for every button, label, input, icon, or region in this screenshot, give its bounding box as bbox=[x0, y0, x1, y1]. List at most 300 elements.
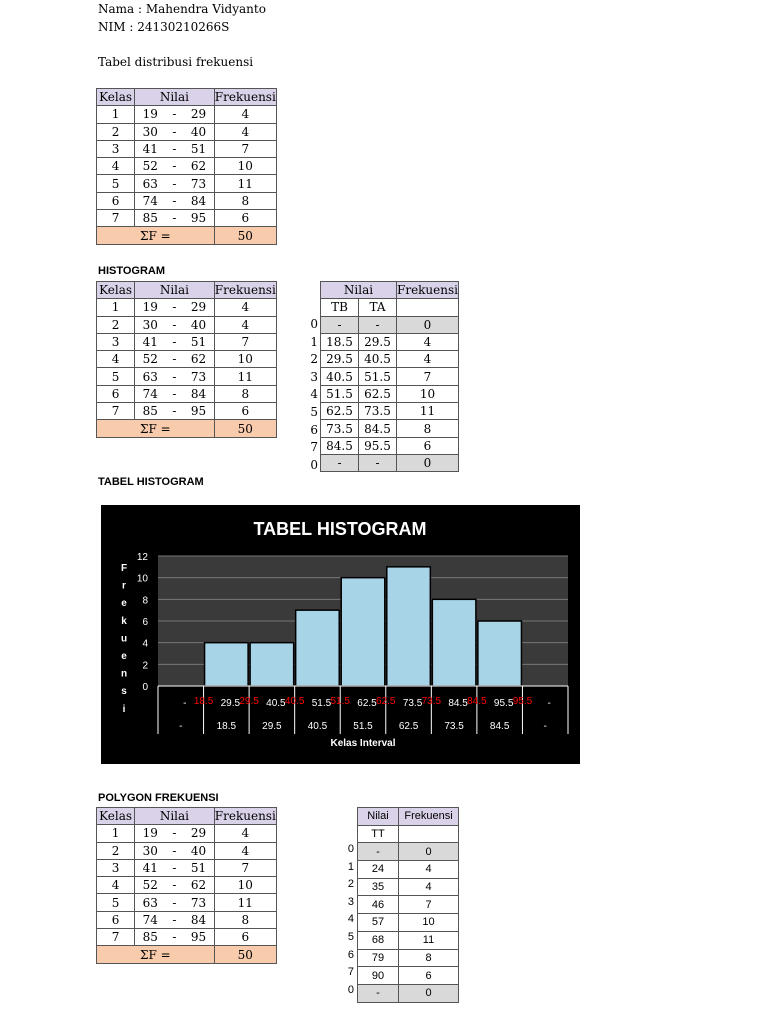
frekuensi-cell: 7 bbox=[399, 896, 459, 914]
frequency-table-polygon bbox=[96, 807, 277, 964]
x-boundary-label: 51.5 bbox=[330, 696, 350, 707]
nilai-high-cell: 29 bbox=[183, 825, 214, 842]
y-tick-label: 2 bbox=[142, 660, 148, 672]
frekuensi-cell: 10 bbox=[214, 877, 276, 894]
nilai-high-cell: 84 bbox=[183, 385, 214, 402]
nilai-low-cell: 63 bbox=[135, 894, 166, 911]
frekuensi-cell: 4 bbox=[214, 299, 276, 316]
y-tick-label: 10 bbox=[136, 573, 148, 585]
frekuensi-cell: 4 bbox=[397, 333, 459, 350]
nilai-high-cell: 73 bbox=[183, 368, 214, 385]
col-kelas-header: Kelas bbox=[97, 808, 135, 825]
x-tick-label-ta: 62.5 bbox=[357, 698, 377, 709]
nilai-high-cell: 84 bbox=[183, 192, 214, 209]
table-row bbox=[358, 984, 459, 1002]
frekuensi-cell: 10 bbox=[214, 158, 276, 175]
histogram-bar bbox=[205, 643, 249, 686]
nilai-low-cell: 85 bbox=[135, 403, 166, 420]
student-name: Nama : Mahendra Vidyanto bbox=[98, 2, 266, 16]
tb-cell: 18.5 bbox=[321, 333, 359, 350]
student-nim: NIM : 24130210266S bbox=[98, 20, 230, 34]
frekuensi-cell: 4 bbox=[214, 106, 276, 123]
x-tick-label-tb: 62.5 bbox=[398, 721, 419, 732]
nilai-low-cell: 30 bbox=[135, 842, 166, 859]
x-boundary-label: 29.5 bbox=[239, 696, 259, 707]
table-row bbox=[97, 894, 277, 911]
histogram-bar bbox=[296, 610, 340, 686]
polygon-midpoint-table bbox=[357, 807, 459, 1003]
nilai-high-cell: 29 bbox=[183, 106, 214, 123]
frekuensi-cell: 10 bbox=[214, 351, 276, 368]
table-header-row bbox=[97, 808, 277, 825]
x-tick-label-tb: 40.5 bbox=[307, 721, 328, 732]
nilai-dash: - bbox=[165, 403, 183, 420]
frekuensi-cell: 0 bbox=[399, 843, 459, 861]
sum-value: 50 bbox=[214, 946, 276, 963]
row-index: 4 bbox=[310, 387, 318, 402]
kelas-cell: 4 bbox=[97, 158, 135, 175]
frekuensi-cell: 7 bbox=[397, 368, 459, 385]
nilai-low-cell: 30 bbox=[135, 316, 166, 333]
nilai-high-cell: 51 bbox=[183, 333, 214, 350]
nilai-dash: - bbox=[165, 140, 183, 157]
kelas-cell: 4 bbox=[97, 351, 135, 368]
y-axis-title-letter: u bbox=[120, 633, 128, 645]
ta-cell: 62.5 bbox=[359, 385, 397, 402]
kelas-cell: 1 bbox=[97, 106, 135, 123]
kelas-cell: 4 bbox=[97, 877, 135, 894]
ta-cell: - bbox=[359, 454, 397, 471]
nilai-low-cell: 63 bbox=[135, 175, 166, 192]
kelas-cell: 2 bbox=[97, 316, 135, 333]
tt-cell: 46 bbox=[358, 896, 399, 914]
sum-value: 50 bbox=[214, 420, 276, 437]
x-boundary-label: 62.5 bbox=[376, 696, 396, 707]
x-tick-label-tb: - bbox=[179, 721, 183, 732]
kelas-cell: 3 bbox=[97, 859, 135, 876]
ta-cell: 95.5 bbox=[359, 437, 397, 454]
nilai-low-cell: 41 bbox=[135, 859, 166, 876]
col-frekuensi-header: Frekuensi bbox=[399, 808, 459, 826]
frequency-table-histogram bbox=[96, 281, 277, 438]
frekuensi-cell: 4 bbox=[397, 351, 459, 368]
row-index: 5 bbox=[310, 405, 318, 419]
col-nilai-header: Nilai bbox=[135, 282, 214, 299]
table-row bbox=[97, 158, 277, 175]
nilai-high-cell: 51 bbox=[183, 859, 214, 876]
kelas-cell: 5 bbox=[97, 175, 135, 192]
nilai-dash: - bbox=[165, 385, 183, 402]
kelas-cell: 3 bbox=[97, 333, 135, 350]
col-frekuensi-header: Frekuensi bbox=[214, 90, 276, 105]
nilai-high-cell: 40 bbox=[183, 123, 214, 140]
col-kelas-header: Kelas bbox=[97, 89, 135, 106]
table-row bbox=[358, 967, 459, 985]
table-row bbox=[97, 911, 277, 928]
nilai-low-cell: 52 bbox=[135, 877, 166, 894]
table-row bbox=[358, 914, 459, 932]
nilai-high-cell: 73 bbox=[183, 175, 214, 192]
chart-title: TABEL HISTOGRAM bbox=[253, 519, 427, 539]
frekuensi-cell: 10 bbox=[397, 385, 459, 402]
kelas-cell: 1 bbox=[97, 299, 135, 316]
nilai-low-cell: 19 bbox=[135, 299, 166, 316]
table-row bbox=[97, 825, 277, 842]
x-tick-label-ta: 29.5 bbox=[220, 698, 241, 709]
sum-label: ΣF = bbox=[97, 946, 215, 963]
table-row bbox=[321, 454, 459, 471]
y-axis-title-letter: r bbox=[122, 580, 126, 592]
frekuensi-cell: 11 bbox=[214, 368, 276, 385]
row-index: 1 bbox=[310, 334, 318, 349]
tb-cell: 51.5 bbox=[321, 385, 359, 402]
table-row bbox=[97, 929, 277, 946]
kelas-cell: 7 bbox=[97, 929, 135, 946]
ta-cell: 84.5 bbox=[359, 420, 397, 437]
frekuensi-cell: 6 bbox=[214, 403, 276, 420]
table-row bbox=[97, 192, 277, 209]
table-row bbox=[97, 403, 277, 420]
table-row bbox=[321, 437, 459, 454]
histogram-boundary-table bbox=[320, 281, 459, 472]
nilai-dash: - bbox=[165, 106, 183, 123]
nilai-low-cell: 63 bbox=[135, 368, 166, 385]
kelas-cell: 2 bbox=[97, 842, 135, 859]
table-row bbox=[97, 877, 277, 894]
nilai-high-cell: 73 bbox=[183, 894, 214, 911]
frekuensi-cell: 4 bbox=[399, 861, 459, 879]
table-row bbox=[97, 299, 277, 316]
nilai-high-cell: 95 bbox=[183, 403, 214, 420]
x-tick-label-tb: 29.5 bbox=[262, 721, 282, 732]
tt-cell: 24 bbox=[358, 861, 399, 879]
frekuensi-cell: 4 bbox=[214, 825, 276, 842]
row-index: 2 bbox=[310, 352, 318, 367]
y-axis-title-letter: k bbox=[121, 615, 127, 627]
y-axis-title-letter: s bbox=[121, 686, 127, 698]
row-index: 0 bbox=[347, 983, 354, 996]
ta-cell: 51.5 bbox=[359, 368, 397, 385]
subheader-row bbox=[321, 299, 459, 316]
tb-cell: 84.5 bbox=[321, 437, 359, 454]
x-boundary-label: 84.5 bbox=[467, 696, 487, 707]
nilai-high-cell: 51 bbox=[183, 140, 214, 157]
doc-subtitle: Tabel distribusi frekuensi bbox=[98, 55, 254, 69]
frekuensi-cell: 0 bbox=[399, 984, 459, 1002]
col-frekuensi-header: Frekuensi bbox=[214, 283, 276, 298]
frekuensi-cell: 10 bbox=[399, 914, 459, 932]
nilai-dash: - bbox=[165, 123, 183, 140]
nilai-dash: - bbox=[165, 316, 183, 333]
sum-row bbox=[97, 227, 277, 244]
col-nilai-header: Nilai bbox=[135, 808, 214, 825]
nilai-high-cell: 62 bbox=[183, 158, 214, 175]
frekuensi-cell: 11 bbox=[397, 403, 459, 420]
x-tick-label-tb: 73.5 bbox=[444, 721, 464, 732]
row-index: 3 bbox=[310, 369, 318, 384]
row-index: 0 bbox=[347, 843, 354, 855]
nilai-high-cell: 95 bbox=[183, 210, 214, 227]
frekuensi-cell: 0 bbox=[397, 454, 459, 471]
histogram-bar bbox=[478, 621, 522, 686]
table-row bbox=[321, 351, 459, 368]
kelas-cell: 6 bbox=[97, 385, 135, 402]
y-axis-title-letter: n bbox=[120, 668, 128, 680]
nilai-low-cell: 85 bbox=[135, 929, 166, 946]
nilai-dash: - bbox=[165, 210, 183, 227]
x-tick-label-ta: 84.5 bbox=[448, 698, 468, 709]
table-header-row bbox=[321, 282, 459, 299]
x-tick-label-ta: 73.5 bbox=[402, 698, 423, 709]
row-index: 0 bbox=[310, 457, 318, 472]
kelas-cell: 7 bbox=[97, 403, 135, 420]
nilai-dash: - bbox=[165, 911, 183, 928]
tt-cell: - bbox=[358, 984, 399, 1002]
table-row bbox=[321, 420, 459, 437]
ta-cell: 73.5 bbox=[359, 403, 397, 420]
nilai-low-cell: 19 bbox=[135, 825, 166, 842]
y-tick-label: 0 bbox=[142, 682, 148, 693]
nilai-low-cell: 52 bbox=[135, 351, 166, 368]
histogram-svg bbox=[101, 505, 580, 764]
frekuensi-cell: 4 bbox=[214, 316, 276, 333]
table-header-row bbox=[97, 89, 277, 106]
row-index: 0 bbox=[310, 317, 318, 331]
nilai-high-cell: 84 bbox=[183, 911, 214, 928]
frekuensi-cell: 6 bbox=[399, 967, 459, 985]
x-tick-label-ta: 51.5 bbox=[311, 698, 332, 709]
y-axis-title-letter: e bbox=[121, 598, 127, 610]
histogram-bar bbox=[341, 578, 385, 686]
nilai-low-cell: 52 bbox=[135, 158, 166, 175]
col-nilai-header: Nilai bbox=[321, 282, 397, 299]
nilai-dash: - bbox=[165, 158, 183, 175]
y-tick-label: 12 bbox=[136, 552, 148, 563]
nilai-low-cell: 30 bbox=[135, 123, 166, 140]
x-boundary-label: 18.5 bbox=[193, 696, 214, 707]
table-row bbox=[358, 861, 459, 879]
x-tick-label-ta: 95.5 bbox=[493, 698, 514, 709]
col-frekuensi-header: Frekuensi bbox=[397, 283, 458, 298]
frekuensi-cell: 7 bbox=[214, 859, 276, 876]
table-row bbox=[358, 878, 459, 896]
table-row bbox=[321, 403, 459, 420]
nilai-dash: - bbox=[165, 877, 183, 894]
row-index: 4 bbox=[347, 913, 354, 926]
table-header-row bbox=[97, 282, 277, 299]
table-row bbox=[97, 106, 277, 123]
ta-cell: 40.5 bbox=[359, 351, 397, 368]
nilai-low-cell: 74 bbox=[135, 385, 166, 402]
nilai-low-cell: 74 bbox=[135, 911, 166, 928]
row-index: 7 bbox=[310, 440, 318, 455]
row-index: 1 bbox=[347, 860, 354, 873]
frekuensi-cell: 8 bbox=[214, 385, 276, 402]
nilai-dash: - bbox=[165, 842, 183, 859]
table-row bbox=[97, 859, 277, 876]
table-row bbox=[321, 316, 459, 333]
table-header-row bbox=[358, 808, 459, 826]
nilai-dash: - bbox=[165, 894, 183, 911]
table-row bbox=[97, 210, 277, 227]
tb-cell: 62.5 bbox=[321, 403, 359, 420]
histogram-bar bbox=[432, 599, 476, 686]
kelas-cell: 2 bbox=[97, 123, 135, 140]
nilai-high-cell: 40 bbox=[183, 316, 214, 333]
table-row bbox=[321, 333, 459, 350]
frekuensi-cell: 4 bbox=[214, 123, 276, 140]
table-row bbox=[358, 931, 459, 949]
sum-row bbox=[97, 946, 277, 963]
col-frekuensi-header: Frekuensi bbox=[214, 809, 276, 824]
row-index: 5 bbox=[347, 931, 354, 943]
sum-label: ΣF = bbox=[97, 227, 215, 244]
nilai-high-cell: 29 bbox=[183, 299, 214, 316]
y-axis-title-letter: e bbox=[121, 651, 127, 662]
table-row bbox=[97, 368, 277, 385]
x-tick-label-tb: - bbox=[543, 721, 547, 732]
histogram-chart bbox=[101, 505, 580, 764]
ta-cell: - bbox=[359, 316, 397, 333]
frekuensi-cell: 6 bbox=[214, 210, 276, 227]
tt-cell: 35 bbox=[358, 878, 399, 896]
x-tick-label-tb: 51.5 bbox=[353, 721, 373, 732]
tt-cell: 90 bbox=[358, 967, 399, 985]
x-tick-label-ta: 40.5 bbox=[266, 698, 286, 709]
col-nilai-header: Nilai bbox=[135, 89, 214, 106]
row-index: 6 bbox=[310, 422, 318, 437]
y-tick-label: 8 bbox=[142, 595, 148, 607]
subheader-row bbox=[358, 825, 459, 843]
nilai-dash: - bbox=[165, 825, 183, 842]
empty-cell bbox=[397, 299, 459, 316]
x-tick-label-tb: 18.5 bbox=[216, 721, 237, 732]
table-row bbox=[358, 949, 459, 967]
kelas-cell: 1 bbox=[97, 825, 135, 842]
kelas-cell: 6 bbox=[97, 911, 135, 928]
kelas-cell: 3 bbox=[97, 140, 135, 157]
nilai-low-cell: 19 bbox=[135, 106, 166, 123]
nilai-high-cell: 95 bbox=[183, 929, 214, 946]
table-row bbox=[97, 175, 277, 192]
frekuensi-cell: 4 bbox=[399, 878, 459, 896]
frekuensi-cell: 8 bbox=[399, 949, 459, 967]
table-row bbox=[321, 385, 459, 402]
x-tick-label-tb: 84.5 bbox=[489, 721, 510, 732]
frekuensi-cell: 11 bbox=[399, 931, 459, 949]
col-tb-header: TB bbox=[321, 299, 359, 316]
sum-label: ΣF = bbox=[97, 420, 215, 437]
tb-cell: - bbox=[321, 454, 359, 471]
table-row bbox=[97, 351, 277, 368]
tb-cell: 40.5 bbox=[321, 368, 359, 385]
tb-cell: - bbox=[321, 316, 359, 333]
row-index: 7 bbox=[347, 966, 354, 979]
x-boundary-label: 73.5 bbox=[421, 696, 442, 707]
col-tt-header: TT bbox=[358, 825, 399, 843]
x-boundary-label: 40.5 bbox=[284, 696, 305, 707]
col-kelas-header: Kelas bbox=[97, 282, 135, 299]
histogram-bar bbox=[250, 643, 294, 686]
frekuensi-cell: 7 bbox=[214, 140, 276, 157]
nilai-low-cell: 41 bbox=[135, 333, 166, 350]
section-histogram: HISTOGRAM bbox=[98, 265, 166, 277]
x-tick-label-ta: - bbox=[547, 698, 551, 709]
nilai-dash: - bbox=[165, 859, 183, 876]
x-boundary-label: 95.5 bbox=[512, 696, 533, 707]
nilai-dash: - bbox=[165, 299, 183, 316]
frekuensi-cell: 8 bbox=[214, 911, 276, 928]
frekuensi-cell: 4 bbox=[214, 842, 276, 859]
frekuensi-cell: 0 bbox=[397, 316, 459, 333]
table-row bbox=[97, 333, 277, 350]
tb-cell: 29.5 bbox=[321, 351, 359, 368]
table-row bbox=[97, 123, 277, 140]
table-row bbox=[321, 368, 459, 385]
tb-cell: 73.5 bbox=[321, 420, 359, 437]
nilai-high-cell: 40 bbox=[183, 842, 214, 859]
kelas-cell: 6 bbox=[97, 192, 135, 209]
sum-value: 50 bbox=[214, 227, 276, 244]
frekuensi-cell: 6 bbox=[214, 929, 276, 946]
table-row bbox=[358, 843, 459, 861]
row-index: 3 bbox=[347, 895, 354, 908]
tt-cell: - bbox=[358, 843, 399, 861]
nilai-dash: - bbox=[165, 351, 183, 368]
ta-cell: 29.5 bbox=[359, 333, 397, 350]
nilai-dash: - bbox=[165, 192, 183, 209]
row-index: 6 bbox=[347, 948, 354, 961]
nilai-low-cell: 85 bbox=[135, 210, 166, 227]
x-axis-title: Kelas Interval bbox=[330, 738, 396, 749]
frekuensi-cell: 8 bbox=[214, 192, 276, 209]
table-row bbox=[97, 316, 277, 333]
y-tick-label: 4 bbox=[142, 638, 148, 650]
nilai-high-cell: 62 bbox=[183, 351, 214, 368]
histogram-bar bbox=[387, 567, 431, 686]
frekuensi-cell: 11 bbox=[214, 894, 276, 911]
nilai-low-cell: 41 bbox=[135, 140, 166, 157]
empty-cell bbox=[399, 825, 459, 843]
nilai-high-cell: 62 bbox=[183, 877, 214, 894]
frekuensi-cell: 8 bbox=[397, 420, 459, 437]
row-index: 2 bbox=[347, 878, 354, 891]
table-row bbox=[97, 140, 277, 157]
y-axis-title-letter: i bbox=[122, 703, 126, 715]
kelas-cell: 5 bbox=[97, 894, 135, 911]
frequency-table bbox=[96, 88, 277, 245]
table-row bbox=[97, 385, 277, 402]
col-nilai-header: Nilai bbox=[358, 808, 399, 826]
tt-cell: 68 bbox=[358, 931, 399, 949]
nilai-low-cell: 74 bbox=[135, 192, 166, 209]
x-tick-label-ta: - bbox=[183, 698, 187, 709]
table-row bbox=[358, 896, 459, 914]
tt-cell: 79 bbox=[358, 949, 399, 967]
frekuensi-cell: 11 bbox=[214, 175, 276, 192]
y-tick-label: 6 bbox=[142, 617, 148, 628]
frekuensi-cell: 7 bbox=[214, 333, 276, 350]
nilai-dash: - bbox=[165, 929, 183, 946]
table-row bbox=[97, 842, 277, 859]
nilai-dash: - bbox=[165, 333, 183, 350]
section-tabel-histogram: TABEL HISTOGRAM bbox=[98, 476, 204, 488]
section-polygon: POLYGON FREKUENSI bbox=[98, 792, 219, 804]
nilai-dash: - bbox=[165, 368, 183, 385]
frekuensi-cell: 6 bbox=[397, 437, 459, 454]
kelas-cell: 7 bbox=[97, 210, 135, 227]
tt-cell: 57 bbox=[358, 914, 399, 932]
